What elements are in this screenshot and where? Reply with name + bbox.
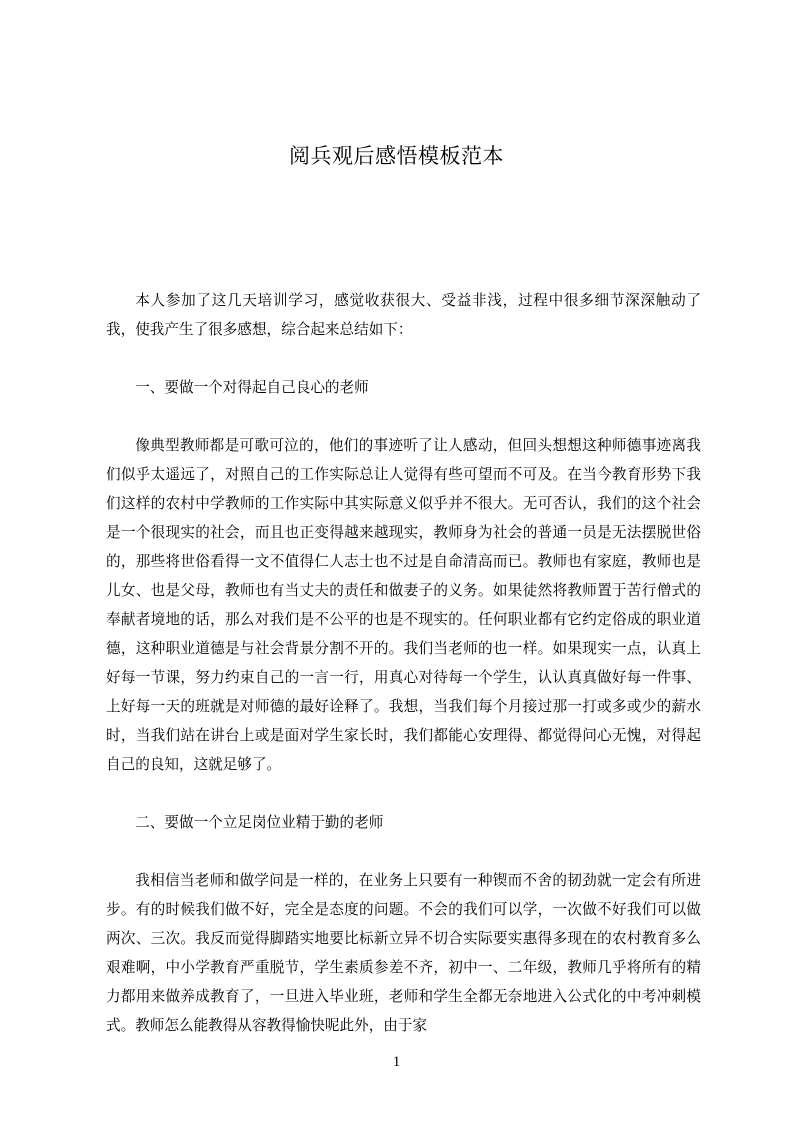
section-1-paragraph: 像典型教师都是可歌可泣的，他们的事迹听了让人感动，但回头想想这种师德事迹离我们似乎太遥远了，对照自己的工作实际总让人觉得有些可望而不可及。在当今教育形势下我们这样的农村中学教师的工作实际中其实际意义似乎并不很大。无可否认，我们的这个社会是一个很现实的社会，而且也正变得越来越现实，教师身为社会的普通一员是无法摆脱世俗的，那些将世俗看得一文不值得仁人志士也不过是自命清高而已。教师也有家庭，教师也是儿女、也是父母，教师也有当丈夫的责任和做妻子的义务。如果徒然将教师置于苦行僧式的奉献者境地的话，那么对我们是不公平的也是不现实的。任何职业都有它约定俗成的职业道德，这种职业道德是与社会背景分割不开的。我们当老师的也一样。如果现实一点，认真上好每一节课，努力约束自己的一言一行，用真心对待每一个学生，认认真真做好每一件事、上好每一天的班就是对师德的最好诠释了。我想，当我们每个月接过那一打或多或少的薪水时，当我们站在讲台上或是面对学生家长时，我们都能心安理得、都觉得问心无愧，对得起自己的良知，这就足够了。 xyxy=(106,437,701,773)
intro-paragraph: 本人参加了这几天培训学习，感觉收获很大、受益非浅，过程中很多细节深深触动了我，使我产生了很多感想，综合起来总结如下： xyxy=(106,292,701,338)
section-2-heading: 二、要做一个立足岗位业精于勤的老师 xyxy=(135,814,384,831)
section-2-paragraph: 我相信当老师和做学问是一样的，在业务上只要有一种锲而不舍的韧劲就一定会有所进步。有的时候我们做不好，完全是态度的问题。不会的我们可以学，一次做不好我们可以做两次、三次。我反而觉得脚踏实地要比标新立异不切合实际要实惠得多现在的农村教育多么艰难啊，中小学教育严重脱节，学生素质参差不齐，初中一、二年级，教师几乎将所有的精力都用来做养成教育了，一旦进入毕业班，老师和学生全都无奈地进入公式化的中考冲刺模式。教师怎么能教得从容教得愉快呢此外，由于家 xyxy=(106,872,701,1034)
section-1-heading: 一、要做一个对得起自己良心的老师 xyxy=(135,379,369,396)
document-body xyxy=(106,286,701,1069)
document-title: 阅兵观后感悟模板范本 xyxy=(289,144,504,168)
page-number: 1 xyxy=(392,1054,401,1070)
